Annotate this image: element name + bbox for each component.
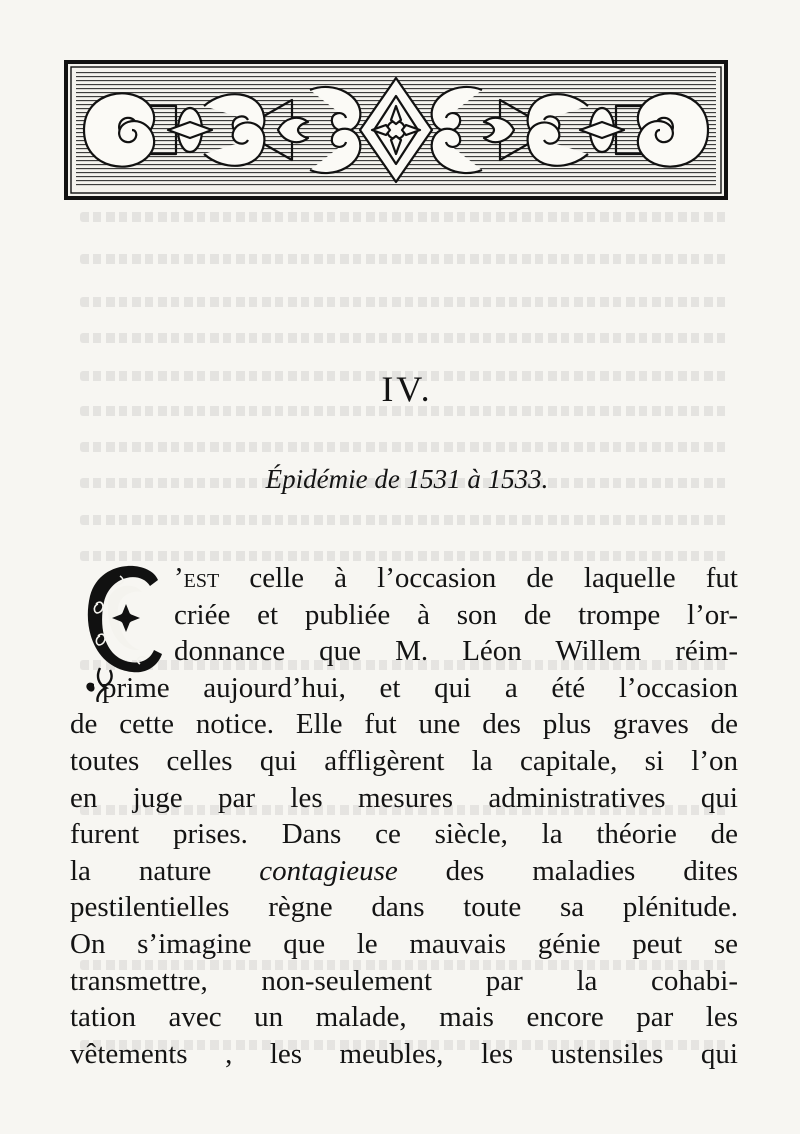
text-line: vêtements , les meubles, les ustensiles qui: [70, 1037, 738, 1070]
text-fragment: des maladies dites: [397, 854, 738, 887]
text-line-rest: celle à l’occasion de laquelle fut: [219, 562, 738, 594]
text-line: tation avec un malade, mais encore par les: [70, 1001, 738, 1034]
text-line: donnance que M. Léon Willem réim-: [174, 635, 738, 668]
small-caps-word: ’est: [174, 562, 220, 594]
text-fragment: la nature: [70, 854, 260, 887]
text-line: transmettre, non-seulement par la cohabi-: [70, 964, 738, 997]
text-line: [70, 560, 738, 597]
chapter-title: Épidémie de 1531 à 1533.: [265, 464, 549, 494]
text-line: pestilentielles règne dans toute sa plénitude.: [70, 891, 738, 924]
text-line: en juge par les mesures administratives qui: [70, 781, 738, 814]
text-line: de cette notice. Elle fut une des plus graves de: [70, 708, 738, 741]
text-line: prime aujourd’hui, et qui a été l’occasion: [102, 671, 738, 704]
text-line: furent prises. Dans ce siècle, la théorie de: [70, 818, 738, 851]
chapter-number: IV.: [381, 369, 433, 409]
italic-word: contagieuse: [259, 854, 398, 887]
headband-ornament-icon: [64, 60, 728, 200]
text-line: criée et publiée à son de trompe l’or-: [174, 598, 738, 631]
text-line: [70, 853, 738, 890]
ornamental-headband: [64, 60, 728, 200]
text-line: toutes celles qui affligèrent la capitale, si l’on: [70, 744, 738, 777]
text-line: On s’imagine que le mauvais génie peut se: [70, 927, 738, 960]
body-paragraph: [70, 560, 738, 1072]
